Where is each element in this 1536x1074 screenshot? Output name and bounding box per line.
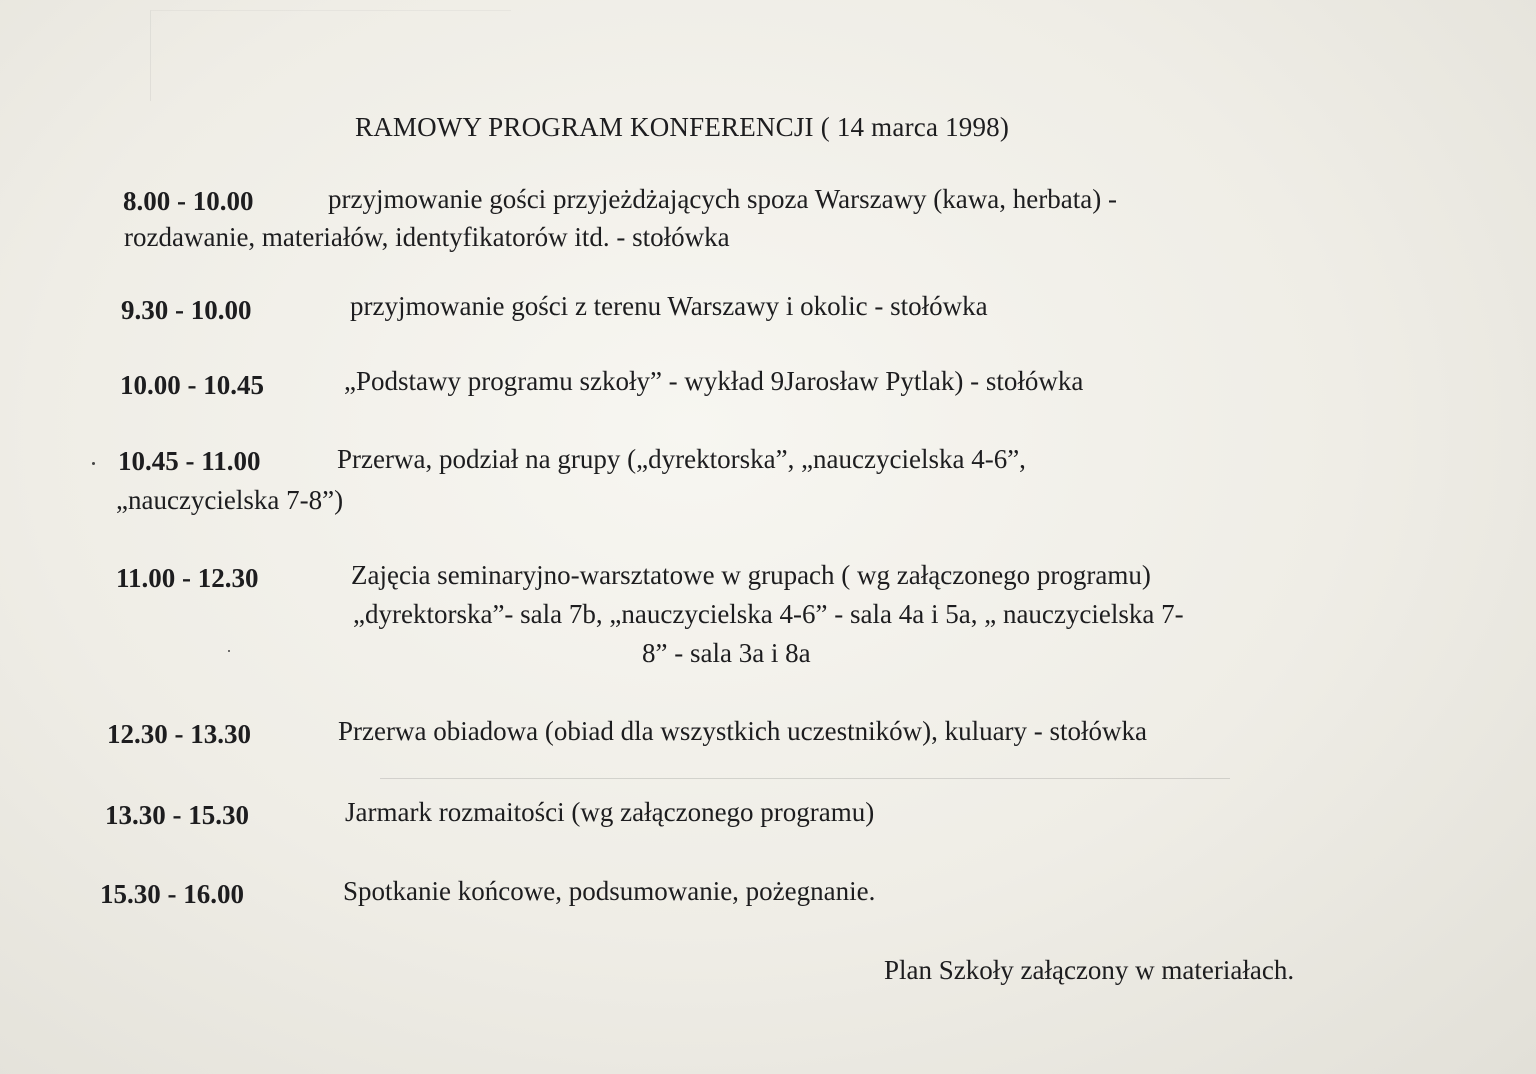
schedule-description: „Podstawy programu szkoły” - wykład 9Jarosław Pytlak) - stołówka bbox=[344, 366, 1084, 396]
schedule-description: Przerwa obiadowa (obiad dla wszystkich uczestników), kuluary - stołówka bbox=[338, 716, 1148, 746]
schedule-time: 10.00 - 10.45 bbox=[120, 370, 264, 400]
paper-speck bbox=[228, 650, 230, 652]
schedule-description: Jarmark rozmaitości (wg załączonego programu) bbox=[345, 797, 875, 827]
faint-divider bbox=[380, 778, 1230, 779]
schedule-time: 9.30 - 10.00 bbox=[121, 295, 252, 325]
schedule-time: 10.45 - 11.00 bbox=[118, 446, 261, 476]
footer-note: Plan Szkoły załączony w materiałach. bbox=[884, 955, 1295, 985]
schedule-time: 13.30 - 15.30 bbox=[105, 800, 249, 830]
schedule-description: „dyrektorska”- sala 7b, „nauczycielska 4-6” - sala 4a i 5a, „ nauczycielska 7- bbox=[353, 599, 1184, 629]
schedule-description: przyjmowanie gości przyjeżdżających spoza Warszawy (kawa, herbata) - bbox=[328, 184, 1117, 214]
schedule-time: 15.30 - 16.00 bbox=[100, 879, 244, 909]
schedule-time: 11.00 - 12.30 bbox=[116, 563, 259, 593]
schedule-description: rozdawanie, materiałów, identyfikatorów itd. - stołówka bbox=[124, 222, 730, 252]
schedule-description: Spotkanie końcowe, podsumowanie, pożegnanie. bbox=[343, 876, 876, 906]
schedule-description: Przerwa, podział na grupy („dyrektorska”, „nauczycielska 4-6”, bbox=[337, 444, 1026, 474]
schedule-description: „nauczycielska 7-8”) bbox=[116, 485, 344, 515]
schedule-description: 8” - sala 3a i 8a bbox=[642, 638, 811, 668]
schedule-time: 8.00 - 10.00 bbox=[123, 186, 254, 216]
schedule-description: przyjmowanie gości z terenu Warszawy i okolic - stołówka bbox=[350, 291, 988, 321]
schedule-time: 12.30 - 13.30 bbox=[107, 719, 251, 749]
bleed-through-mark bbox=[150, 10, 511, 101]
document-title: RAMOWY PROGRAM KONFERENCJI ( 14 marca 1998) bbox=[355, 112, 1010, 142]
schedule-description: Zajęcia seminaryjno-warsztatowe w grupach ( wg załączonego programu) bbox=[351, 560, 1151, 590]
paper-speck bbox=[92, 462, 95, 465]
